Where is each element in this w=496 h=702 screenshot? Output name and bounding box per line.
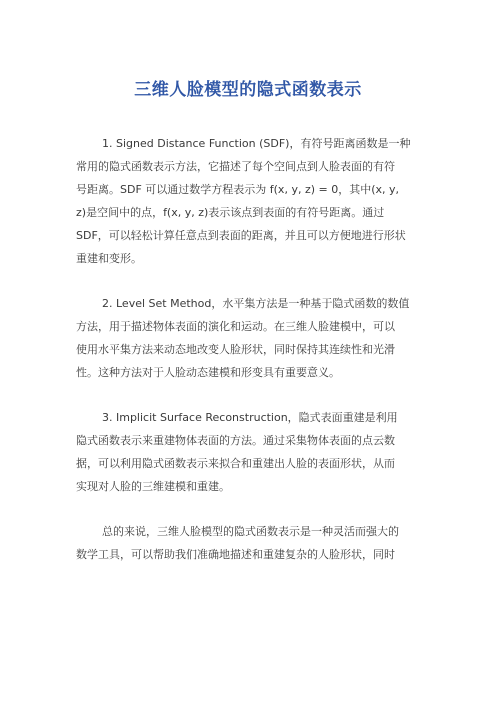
paragraph-4-line-2: 数学工具，可以帮助我们准确地描述和重建复杂的人脸形状，同时: [76, 548, 395, 561]
paragraph-2-line-1: 2. Level Set Method，水平集方法是一种基于隐式函数的数值: [102, 297, 410, 310]
paragraph-3-line-1: 3. Implicit Surface Reconstruction，隐式表面重建是利用: [102, 411, 398, 424]
document-title: 三维人脸模型的隐式函数表示: [134, 80, 362, 100]
paragraph-1-line-4: z)是空间中的点，f(x, y, z)表示该点到表面的有符号距离。通过: [76, 206, 385, 219]
paragraph-2-line-4: 性。这种方法对于人脸动态建模和形变具有重要意义。: [76, 366, 340, 379]
paragraph-2-line-3: 使用水平集方法来动态地改变人脸形状，同时保持其连续性和光滑: [76, 343, 395, 356]
paragraph-3-line-2: 隐式函数表示来重建物体表面的方法。通过采集物体表面的点云数: [76, 434, 395, 447]
paragraph-1-line-2: 常用的隐式函数表示方法，它描述了每个空间点到人脸表面的有符: [76, 160, 395, 173]
paragraph-2-line-2: 方法，用于描述物体表面的演化和运动。在三维人脸建模中，可以: [76, 320, 395, 333]
paragraph-1-line-6: 重建和变形。: [76, 252, 142, 265]
paragraph-1-line-1: 1. Signed Distance Function (SDF)，有符号距离函数是一种: [102, 137, 411, 150]
paragraph-1-line-3: 号距离。SDF 可以通过数学方程表示为 f(x, y, z) = 0，其中(x, y,: [76, 183, 400, 196]
paragraph-1-line-5: SDF，可以轻松计算任意点到表面的距离，并且可以方便地进行形状: [76, 229, 406, 242]
paragraph-3-line-4: 实现对人脸的三维建模和重建。: [76, 480, 230, 493]
paragraph-4-line-1: 总的来说，三维人脸模型的隐式函数表示是一种灵活而强大的: [102, 525, 399, 538]
paragraph-3-line-3: 据，可以利用隐式函数表示来拟合和重建出人脸的表面形状，从而: [76, 457, 395, 470]
